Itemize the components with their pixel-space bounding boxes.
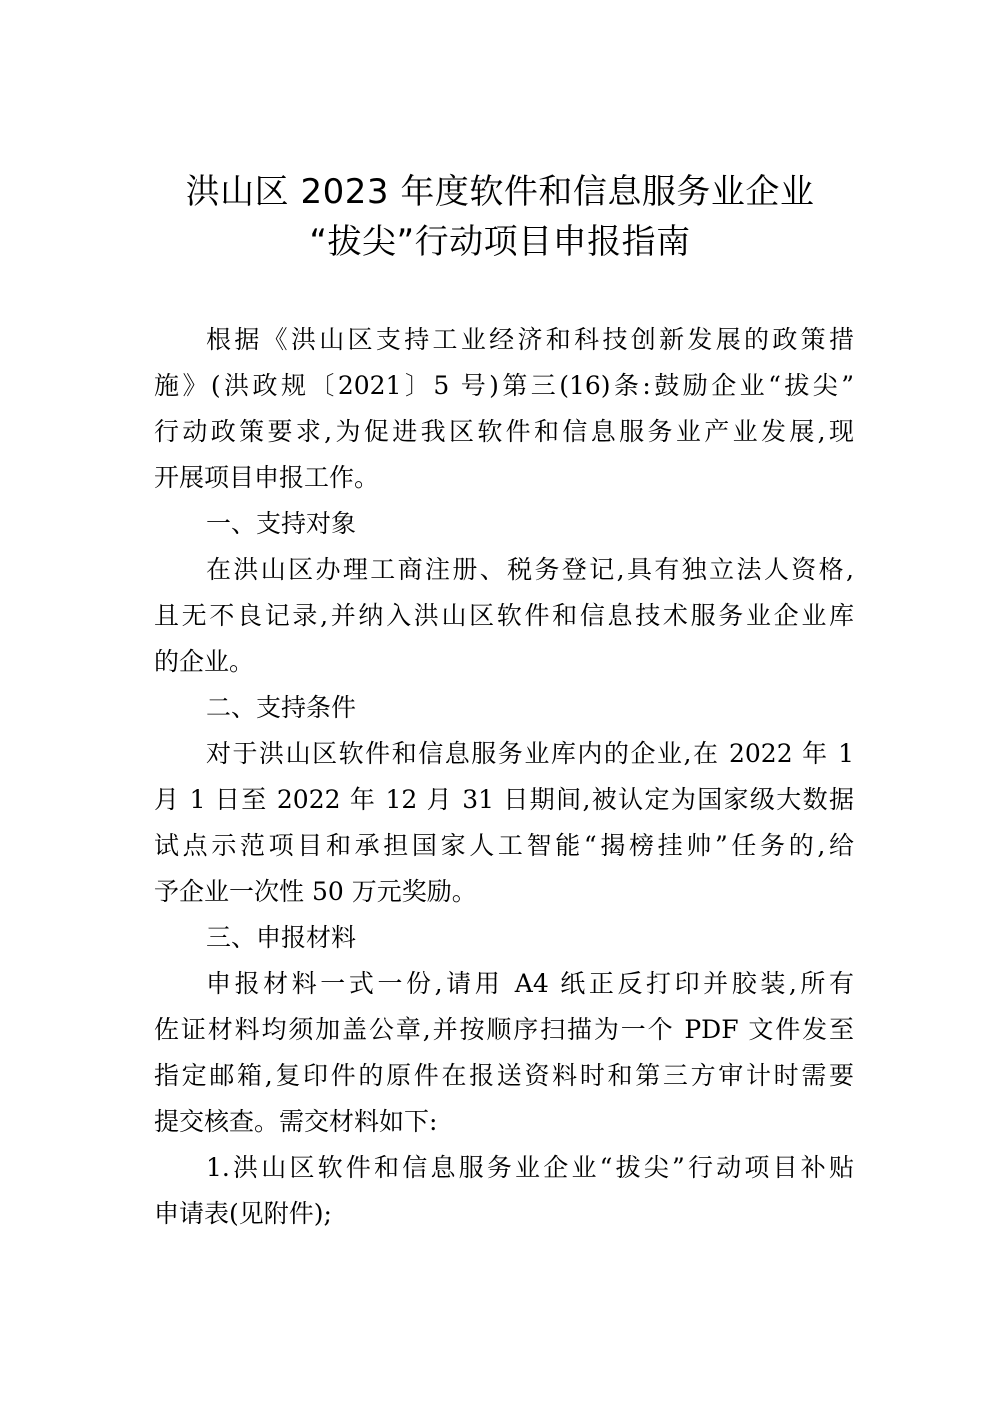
section-heading-support-target: 一、支持对象 <box>206 509 357 538</box>
document-title-line-1: 洪山区 2023 年度软件和信息服务业企业 <box>185 172 815 212</box>
section1-line: 的企业。 <box>154 647 255 676</box>
section-heading-application-materials: 三、申报材料 <box>206 923 357 952</box>
intro-line: 根据《洪山区支持工业经济和科技创新发展的政策措 <box>206 325 854 354</box>
section3-line: 申报材料一式一份,请用 A4 纸正反打印并胶装,所有 <box>206 969 854 998</box>
section-heading-support-conditions: 二、支持条件 <box>206 693 357 722</box>
materials-item-1-line: 1.洪山区软件和信息服务业企业“拔尖”行动项目补贴 <box>206 1153 854 1182</box>
document-title-line-2: “拔尖”行动项目申报指南 <box>309 222 691 262</box>
section1-line: 且无不良记录,并纳入洪山区软件和信息技术服务业企业库 <box>154 601 854 630</box>
intro-line: 开展项目申报工作。 <box>154 463 380 492</box>
section1-line: 在洪山区办理工商注册、税务登记,具有独立法人资格, <box>206 555 854 584</box>
intro-line: 施》(洪政规〔2021〕5 号)第三(16)条:鼓励企业“拔尖” <box>154 371 854 400</box>
section2-line: 月 1 日至 2022 年 12 月 31 日期间,被认定为国家级大数据 <box>154 785 854 814</box>
section2-line: 予企业一次性 50 万元奖励。 <box>154 877 477 906</box>
section3-line: 提交核查。需交材料如下: <box>154 1107 438 1136</box>
section2-line: 试点示范项目和承担国家人工智能“揭榜挂帅”任务的,给 <box>154 831 854 860</box>
section2-line: 对于洪山区软件和信息服务业库内的企业,在 2022 年 1 <box>206 739 854 768</box>
section3-line: 佐证材料均须加盖公章,并按顺序扫描为一个 PDF 文件发至 <box>154 1015 854 1044</box>
section3-line: 指定邮箱,复印件的原件在报送资料时和第三方审计时需要 <box>154 1061 854 1090</box>
materials-item-1-line: 申请表(见附件); <box>154 1199 332 1228</box>
intro-line: 行动政策要求,为促进我区软件和信息服务业产业发展,现 <box>154 417 854 446</box>
